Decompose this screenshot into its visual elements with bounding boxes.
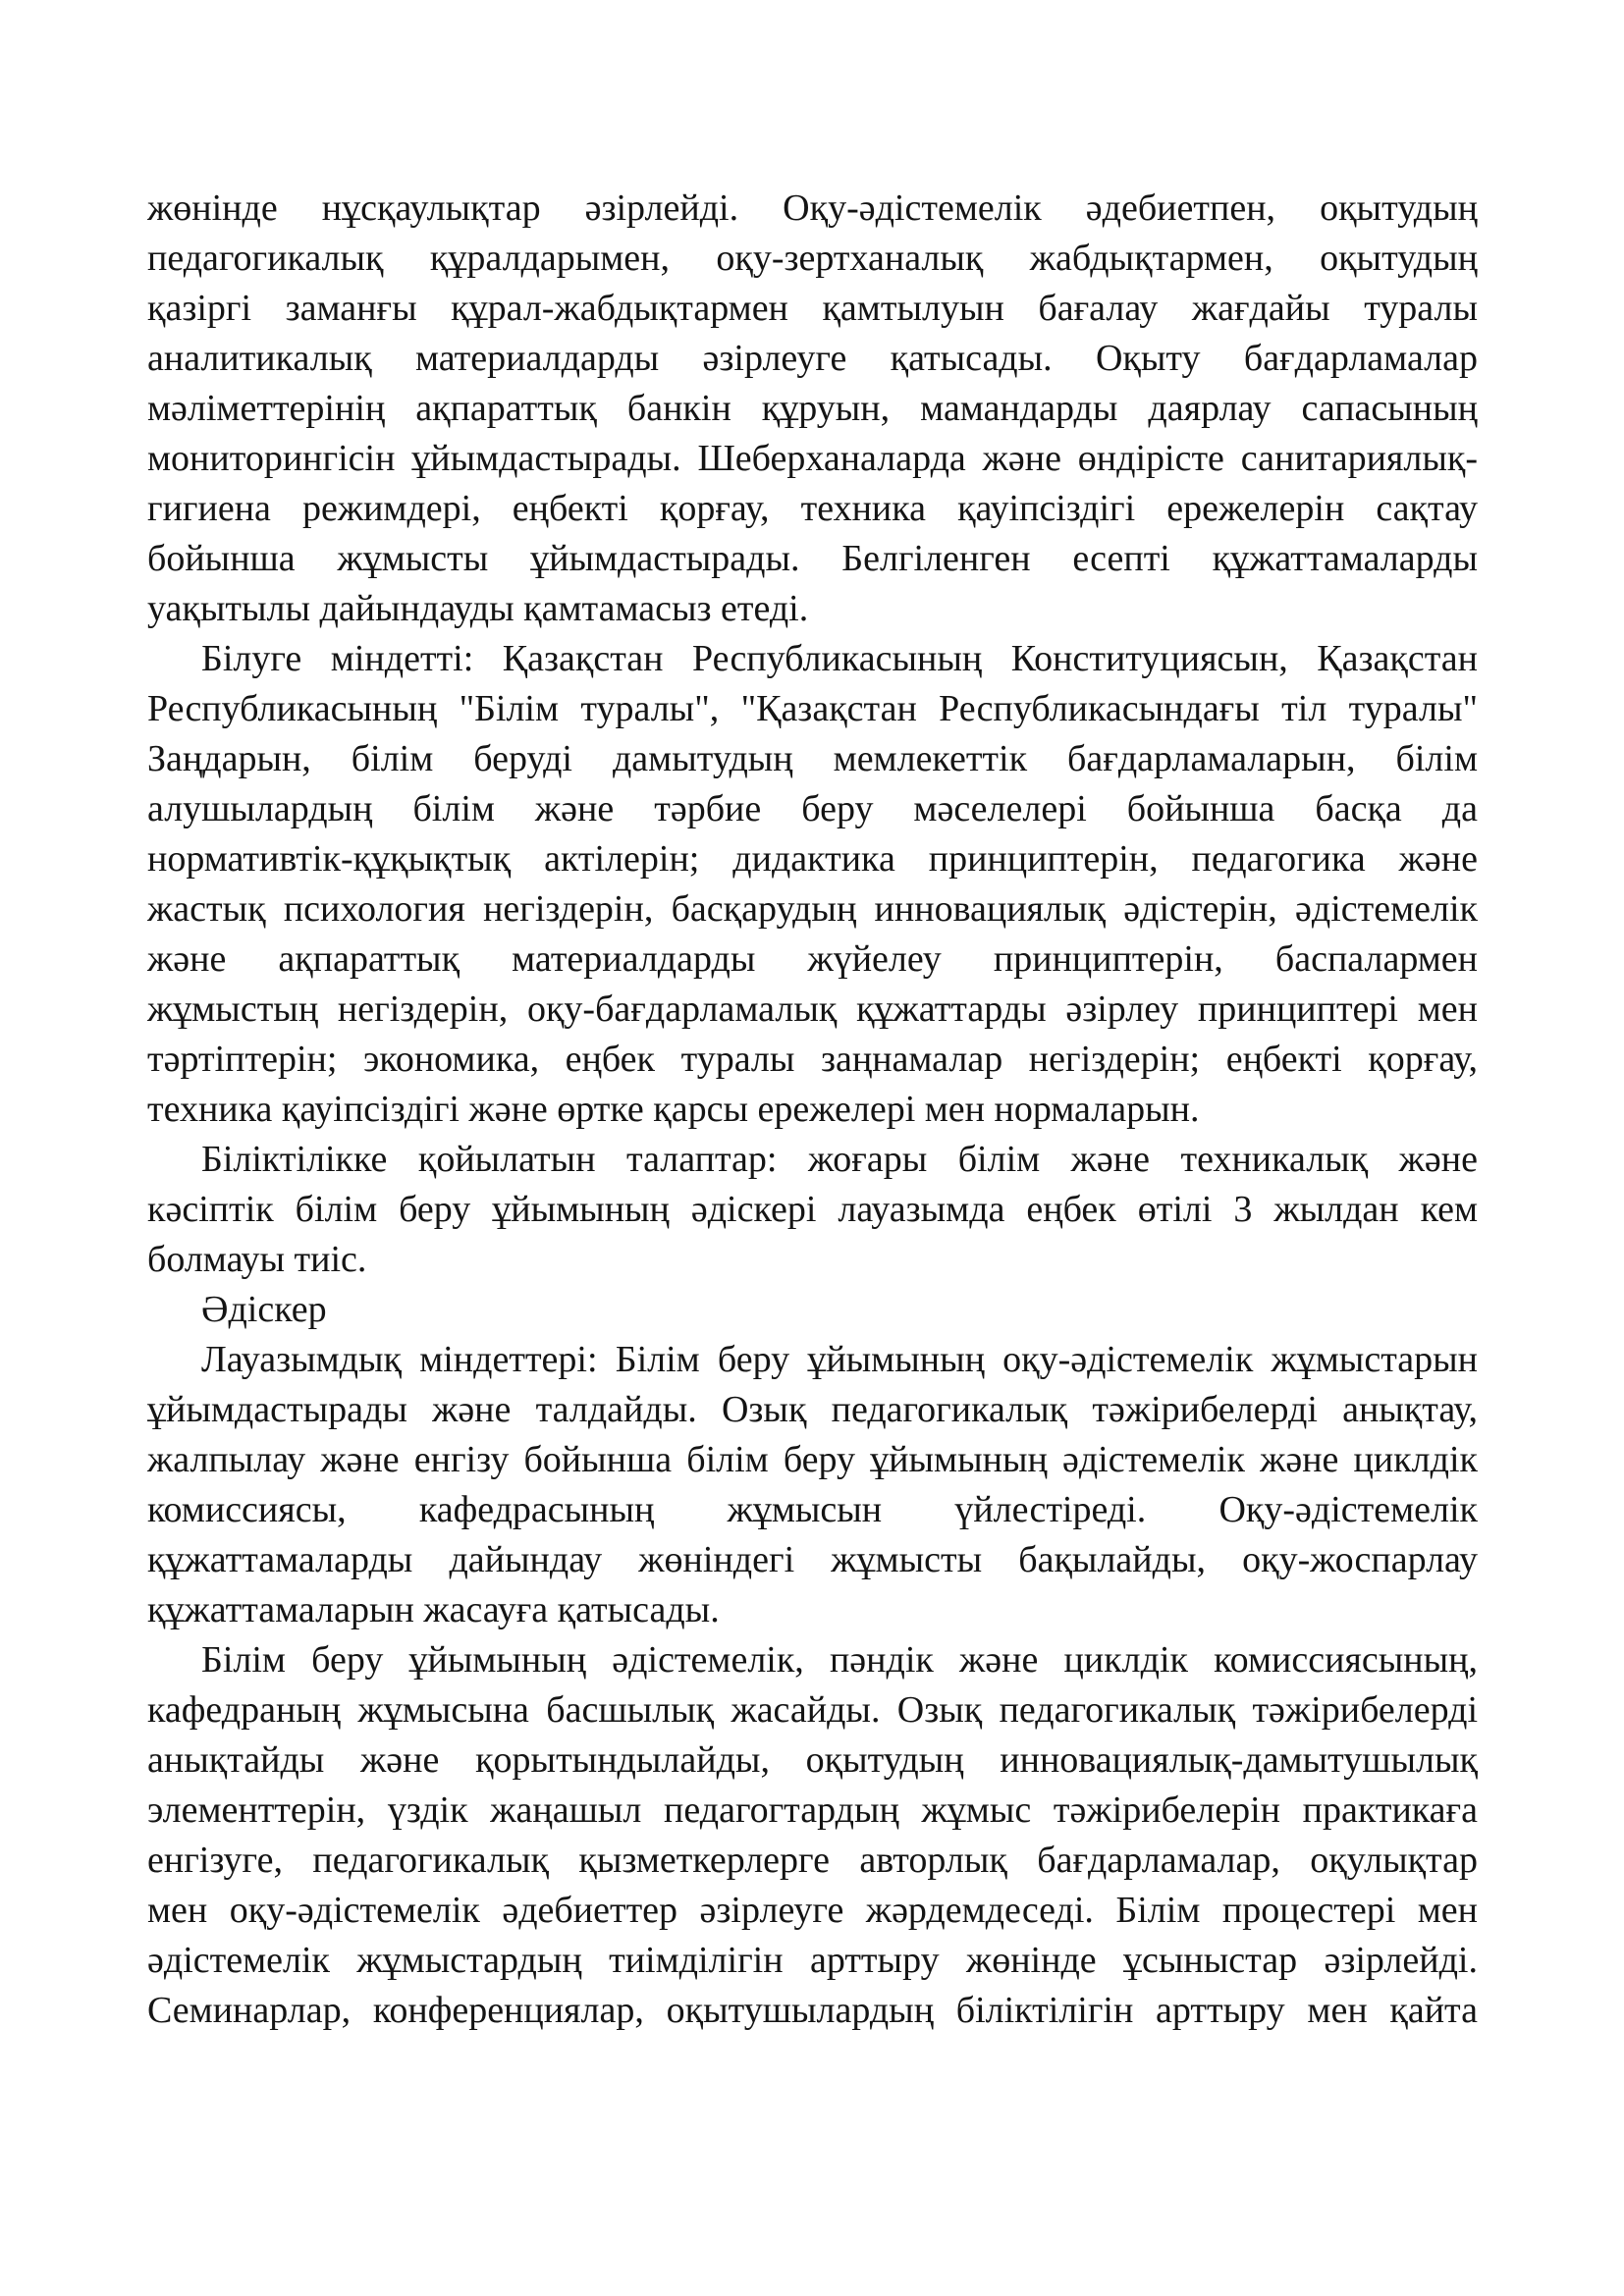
text-line: Білуге міндетті: Қазақстан Республикасының Конституциясын, Қазақстан [201, 638, 1478, 679]
text-line: мәліметтерінің ақпараттық банкін құруын, мамандарды даярлау сапасының [147, 388, 1478, 429]
document-body [147, 184, 1478, 2036]
paragraph [147, 1135, 1478, 1285]
text-line: уақытылы дайындауды қамтамасыз етеді. [147, 588, 809, 629]
text-line: тәртіптерін; экономика, еңбек туралы заңнамалар негіздерін; еңбекті қорғау, [147, 1039, 1478, 1080]
text-line: Заңдарын, білім беруді дамытудың мемлекеттік бағдарламаларын, білім [147, 738, 1478, 779]
text-line: техника қауіпсіздігі және өртке қарсы ережелері мен нормаларын. [147, 1089, 1200, 1130]
text-line: әдістемелік жұмыстардың тиімділігін арттыру жөнінде ұсыныстар әзірлейді. [147, 1940, 1478, 1981]
text-line: анықтайды және қорытындылайды, оқытудың инновациялық-дамытушылық [147, 1739, 1478, 1781]
text-line: мониторингісін ұйымдастырады. Шеберханаларда және өндірісте санитариялық- [147, 438, 1478, 479]
text-line: нормативтік-құқықтық актілерін; дидактика принциптерін, педагогика және [147, 838, 1478, 880]
paragraph [147, 1285, 1478, 1335]
text-line: қазіргі заманғы құрал-жабдықтармен қамтылуын бағалау жағдайы туралы [147, 288, 1478, 329]
text-line: мен оқу-әдістемелік әдебиеттер әзірлеуге жәрдемдеседі. Білім процестері мен [147, 1890, 1478, 1931]
text-line: Білім беру ұйымының әдістемелік, пәндік және циклдік комиссиясының, [201, 1639, 1478, 1681]
text-line: кафедраның жұмысына басшылық жасайды. Озық педагогикалық тәжірибелерді [147, 1689, 1478, 1731]
text-line: болмауы тиіс. [147, 1239, 367, 1280]
text-line: алушылардың білім және тәрбие беру мәселелері бойынша басқа да [147, 788, 1478, 829]
text-line: ұйымдастырады және талдайды. Озық педагогикалық тәжірибелерді анықтау, [147, 1389, 1478, 1430]
text-line: бойынша жұмысты ұйымдастырады. Белгіленген есепті құжаттамаларды [147, 538, 1478, 579]
text-line: жастық психология негіздерін, басқарудың инновациялық әдістерін, әдістемелік [147, 888, 1478, 930]
text-line: жөнінде нұсқаулықтар әзірлейді. Оқу-әдістемелік әдебиетпен, оқытудың [147, 187, 1478, 229]
paragraph [147, 1335, 1478, 1635]
text-line: аналитикалық материалдарды әзірлеуге қатысады. Оқыту бағдарламалар [147, 338, 1478, 379]
text-line: Республикасының "Білім туралы", "Қазақстан Республикасындағы тіл туралы" [147, 688, 1478, 729]
text-line: құжаттамаларын жасауға қатысады. [147, 1589, 720, 1630]
text-line: элементтерін, үздік жаңашыл педагогтардың жұмыс тәжірибелерін практикаға [147, 1789, 1478, 1831]
text-line: жұмыстың негіздерін, оқу-бағдарламалық құжаттарды әзірлеу принциптері мен [147, 988, 1478, 1030]
text-line: құжаттамаларды дайындау жөніндегі жұмысты бақылайды, оқу-жоспарлау [147, 1539, 1478, 1580]
text-line: жалпылау және енгізу бойынша білім беру ұйымының әдістемелік және циклдік [147, 1439, 1478, 1480]
paragraph [147, 634, 1478, 1135]
text-line: енгізуге, педагогикалық қызметкерлерге авторлық бағдарламалар, оқулықтар [147, 1840, 1478, 1881]
text-line: Әдіскер [201, 1289, 327, 1330]
text-line: Семинарлар, конференциялар, оқытушылардың біліктілігін арттыру мен қайта [147, 1990, 1478, 2031]
paragraph [147, 184, 1478, 634]
text-line: гигиена режимдері, еңбекті қорғау, техника қауіпсіздігі ережелерін сақтау [147, 488, 1478, 529]
text-line: комиссиясы, кафедрасының жұмысын үйлестіреді. Оқу-әдістемелік [147, 1489, 1478, 1530]
text-line: кәсіптік білім беру ұйымының әдіскері лауазымда еңбек өтілі 3 жылдан кем [147, 1189, 1478, 1230]
text-line: Біліктілікке қойылатын талаптар: жоғары білім және техникалық және [201, 1139, 1478, 1180]
paragraph [147, 1635, 1478, 2036]
text-line: Лауазымдық міндеттері: Білім беру ұйымының оқу-әдістемелік жұмыстарын [201, 1339, 1478, 1380]
text-line: педагогикалық құралдарымен, оқу-зертханалық жабдықтармен, оқытудың [147, 238, 1478, 279]
text-line: және ақпараттық материалдарды жүйелеу принциптерін, баспалармен [147, 938, 1478, 980]
